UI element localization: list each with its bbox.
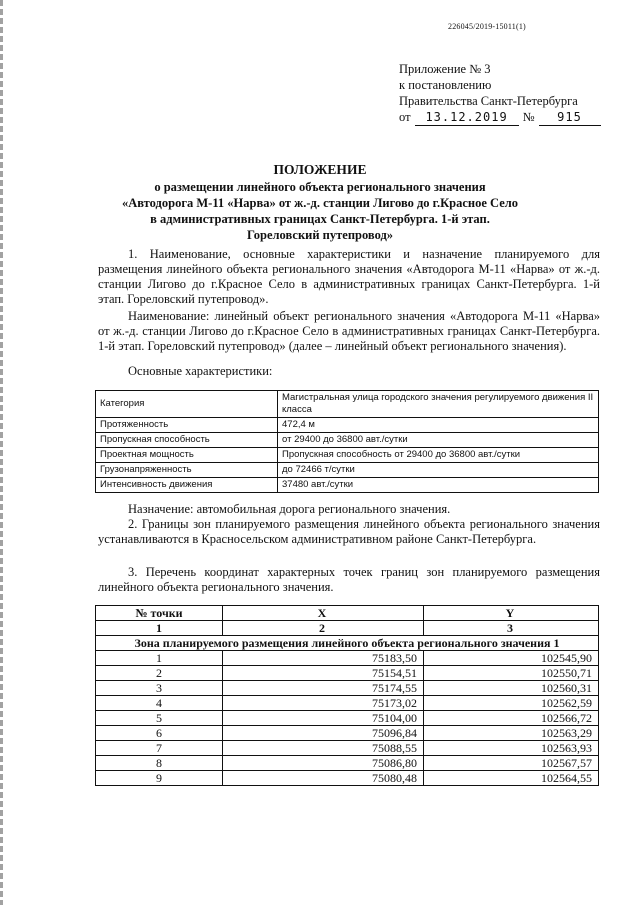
table-row: [96, 666, 599, 681]
table-row: [96, 463, 599, 478]
date-prefix: от: [399, 110, 411, 124]
coord-y: 102566,72: [424, 711, 599, 726]
appendix-line-3: Правительства Санкт-Петербурга: [399, 94, 578, 108]
table-row: [96, 771, 599, 786]
title-line-5: Гореловский путепровод»: [246, 228, 394, 242]
appendix-block: [399, 61, 601, 126]
header-point: № точки: [96, 606, 223, 621]
paragraph-2: Наименование: линейный объект регионального значения «Автодорога М-11 «Нарва» от ж.-д. станции Лигово до г.Красное Село в административных границах Санкт-Петербурга. 1-й этап. Гореловский путепровод» (далее – линейный объект регионального значения).: [98, 309, 600, 353]
point-number: 1: [96, 651, 223, 666]
coord-x: 75104,00: [223, 711, 424, 726]
colnum-1: 1: [96, 621, 223, 636]
title-line-2: о размещении линейного объекта регионального значения: [154, 180, 486, 194]
char-value: до 72466 т/сутки: [278, 463, 599, 478]
table-row: [96, 741, 599, 756]
header-y: Y: [424, 606, 599, 621]
paragraph-3: Основные характеристики:: [128, 364, 273, 378]
point-number: 4: [96, 696, 223, 711]
point-number: 7: [96, 741, 223, 756]
coord-y: 102564,55: [424, 771, 599, 786]
zone-title-row: [96, 636, 599, 651]
title-line-3: «Автодорога М-11 «Нарва» от ж.-д. станции Лигово до г.Красное Село: [121, 196, 519, 210]
char-key: Протяженность: [96, 418, 278, 433]
title-line-4: в административных границах Санкт-Петербурга. 1-й этап.: [150, 212, 490, 226]
table-colnum-row: [96, 621, 599, 636]
coord-x: 75086,80: [223, 756, 424, 771]
coord-x: 75154,51: [223, 666, 424, 681]
characteristics-table: [95, 390, 599, 493]
char-key: Грузонапряженность: [96, 463, 278, 478]
char-value: 37480 авт./сутки: [278, 478, 599, 493]
paragraph-purpose: Назначение: автомобильная дорога регионального значения.: [128, 502, 451, 516]
coord-y: 102545,90: [424, 651, 599, 666]
zone-title: Зона планируемого размещения линейного объекта регионального значения 1: [96, 636, 599, 651]
table-row: [96, 711, 599, 726]
point-number: 5: [96, 711, 223, 726]
paragraph-1: 1. Наименование, основные характеристики и назначение планируемого для размещения линейного объекта регионального значения «Автодорога М-11 «Нарва» от ж.-д. станции Лигово до г.Красное Село в административных границах Санкт-Петербурга. 1-й этап. Гореловский путепровод».: [98, 247, 600, 306]
char-value: 472,4 м: [278, 418, 599, 433]
header-x: X: [223, 606, 424, 621]
paragraph-3-coordinates: 3. Перечень координат характерных точек границ зон планируемого размещения линейного объекта регионального значения.: [98, 565, 600, 594]
table-row: [96, 756, 599, 771]
char-key: Пропускная способность: [96, 433, 278, 448]
scan-edge: [0, 0, 3, 905]
point-number: 3: [96, 681, 223, 696]
paragraph-2-boundaries: 2. Границы зон планируемого размещения линейного объекта регионального значения устанавливаются в Красносельском административном районе Санкт-Петербурга.: [98, 517, 600, 546]
table-row: [96, 418, 599, 433]
table-row: [96, 696, 599, 711]
char-key: Категория: [96, 391, 278, 418]
coord-y: 102550,71: [424, 666, 599, 681]
coord-x: 75174,55: [223, 681, 424, 696]
table-row: [96, 726, 599, 741]
point-number: 8: [96, 756, 223, 771]
table-row: [96, 433, 599, 448]
appendix-date-line: [399, 109, 601, 126]
coord-y: 102567,57: [424, 756, 599, 771]
coord-x: 75173,02: [223, 696, 424, 711]
table-row: [96, 391, 599, 418]
char-value: от 29400 до 36800 авт./сутки: [278, 433, 599, 448]
coord-x: 75096,84: [223, 726, 424, 741]
resolution-date: 13.12.2019: [415, 109, 519, 126]
coord-y: 102563,93: [424, 741, 599, 756]
number-prefix: №: [522, 110, 535, 124]
char-key: Проектная мощность: [96, 448, 278, 463]
char-key: Интенсивность движения: [96, 478, 278, 493]
coord-x: 75088,55: [223, 741, 424, 756]
point-number: 9: [96, 771, 223, 786]
colnum-2: 2: [223, 621, 424, 636]
resolution-number: 915: [539, 109, 601, 126]
colnum-3: 3: [424, 621, 599, 636]
appendix-line-1: Приложение № 3: [399, 62, 491, 76]
table-row: [96, 651, 599, 666]
point-number: 2: [96, 666, 223, 681]
table-header-row: [96, 606, 599, 621]
coord-y: 102562,59: [424, 696, 599, 711]
registration-number: 226045/2019-15011(1): [448, 22, 526, 31]
char-value: Пропускная способность от 29400 до 36800 авт./сутки: [278, 448, 599, 463]
coord-y: 102560,31: [424, 681, 599, 696]
title-main: ПОЛОЖЕНИЕ: [273, 162, 367, 177]
table-row: [96, 681, 599, 696]
appendix-line-2: к постановлению: [399, 78, 492, 92]
coord-y: 102563,29: [424, 726, 599, 741]
coordinates-table: [95, 605, 599, 786]
table-row: [96, 478, 599, 493]
point-number: 6: [96, 726, 223, 741]
table-row: [96, 448, 599, 463]
coord-x: 75080,48: [223, 771, 424, 786]
char-value: Магистральная улица городского значения регулируемого движения II класса: [278, 391, 599, 418]
coord-x: 75183,50: [223, 651, 424, 666]
document-title: [100, 162, 540, 243]
